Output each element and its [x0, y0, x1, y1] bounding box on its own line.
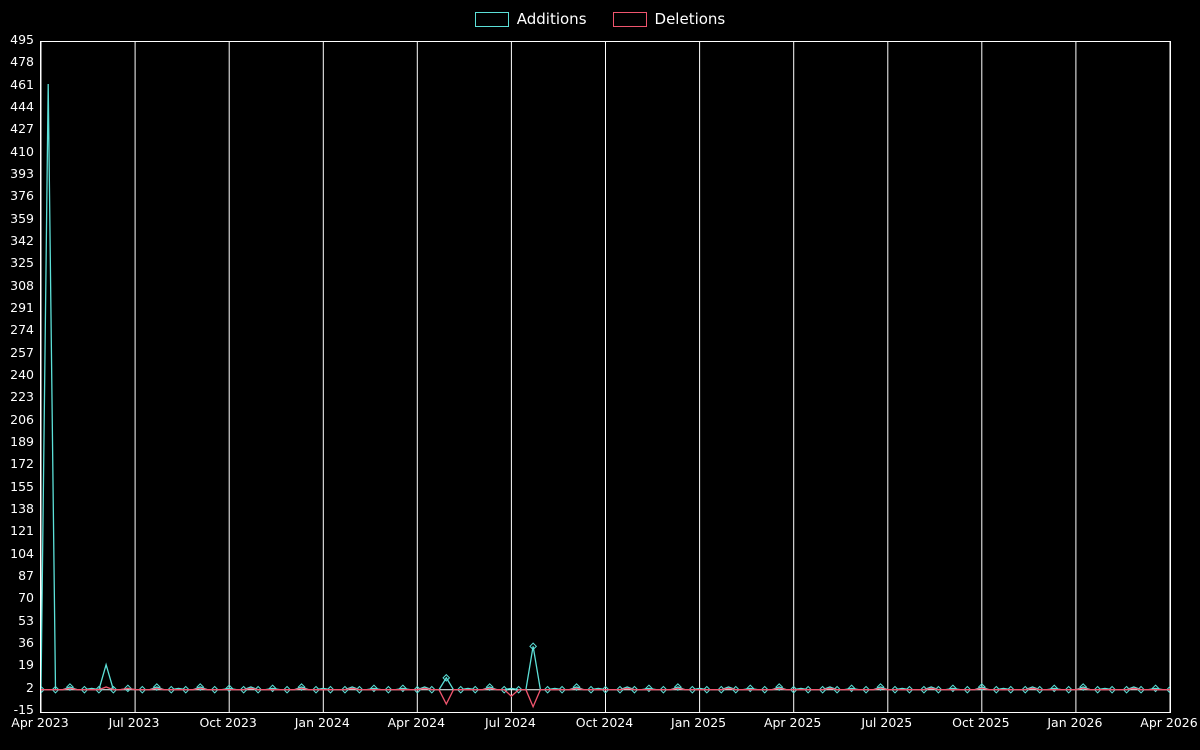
- y-axis-tick-label: 121: [10, 523, 34, 539]
- y-axis-tick-label: 155: [10, 478, 34, 494]
- legend-label-additions: Additions: [516, 9, 587, 28]
- y-axis-tick-label: 359: [10, 210, 34, 226]
- y-axis-tick-label: -15: [13, 702, 34, 717]
- x-axis-tick-label: Apr 2024: [387, 715, 446, 730]
- y-axis-tick-label: 410: [10, 143, 34, 159]
- y-axis-tick-label: 478: [10, 54, 34, 70]
- x-axis-tick-label: Oct 2025: [952, 715, 1010, 730]
- y-axis-tick-label: 427: [10, 121, 34, 137]
- plot-svg: [41, 42, 1170, 712]
- y-axis-tick-label: 206: [10, 411, 34, 427]
- y-axis-tick-label: 342: [10, 233, 34, 248]
- y-axis-tick-label: 70: [18, 590, 34, 606]
- y-axis-tick-label: 19: [18, 657, 34, 673]
- x-axis-tick-label: Jan 2025: [671, 715, 727, 730]
- x-axis-tick-label: Oct 2024: [575, 715, 634, 730]
- legend-swatch-deletions: [613, 12, 647, 27]
- y-axis-tick-label: 189: [10, 434, 34, 449]
- y-axis-tick-label: 257: [10, 344, 34, 360]
- x-axis-tick-label: Jan 2026: [1047, 715, 1103, 730]
- y-axis-tick-label: 274: [10, 322, 34, 338]
- y-axis-tick-label: 223: [10, 389, 34, 405]
- x-axis-tick-label: Oct 2023: [199, 715, 257, 730]
- grid-lines: [41, 42, 1170, 712]
- x-axis-tick-label: Apr 2023: [11, 715, 69, 730]
- y-axis-tick-label: 87: [18, 568, 34, 583]
- plot-area: [40, 41, 1171, 713]
- chart-legend: [0, 6, 1200, 32]
- y-axis-tick-label: 495: [10, 32, 34, 47]
- y-axis-tick-label: 53: [18, 612, 34, 628]
- legend-item-additions[interactable]: [475, 9, 587, 28]
- y-axis-tick-label: 2: [26, 679, 34, 695]
- legend-label-deletions: Deletions: [654, 9, 726, 28]
- x-axis-tick-label: Jul 2024: [484, 715, 536, 730]
- y-axis-tick-label: 376: [10, 188, 34, 204]
- x-axis-tick-label: Jan 2024: [294, 715, 350, 730]
- y-axis-tick-label: 325: [10, 255, 34, 271]
- y-axis-tick-label: 138: [10, 501, 34, 516]
- y-axis-tick-label: 172: [10, 456, 34, 472]
- y-axis-tick-label: 308: [10, 277, 34, 293]
- y-axis-tick-label: 444: [10, 99, 34, 114]
- x-axis-tick-label: Apr 2026: [1140, 715, 1198, 730]
- y-axis-tick-label: 393: [10, 166, 34, 181]
- x-axis-tick-label: Jul 2025: [861, 715, 913, 730]
- legend-swatch-additions: [475, 12, 509, 27]
- y-axis-tick-label: 240: [10, 367, 34, 382]
- y-axis-tick-label: 36: [18, 635, 34, 650]
- y-axis-tick-label: 104: [10, 545, 34, 561]
- y-axis-tick-label: 291: [10, 300, 34, 315]
- x-axis-tick-label: Apr 2025: [763, 715, 822, 730]
- legend-item-deletions[interactable]: [613, 9, 726, 28]
- y-axis-tick-label: 461: [10, 76, 34, 92]
- x-axis-tick-label: Jul 2023: [108, 715, 160, 730]
